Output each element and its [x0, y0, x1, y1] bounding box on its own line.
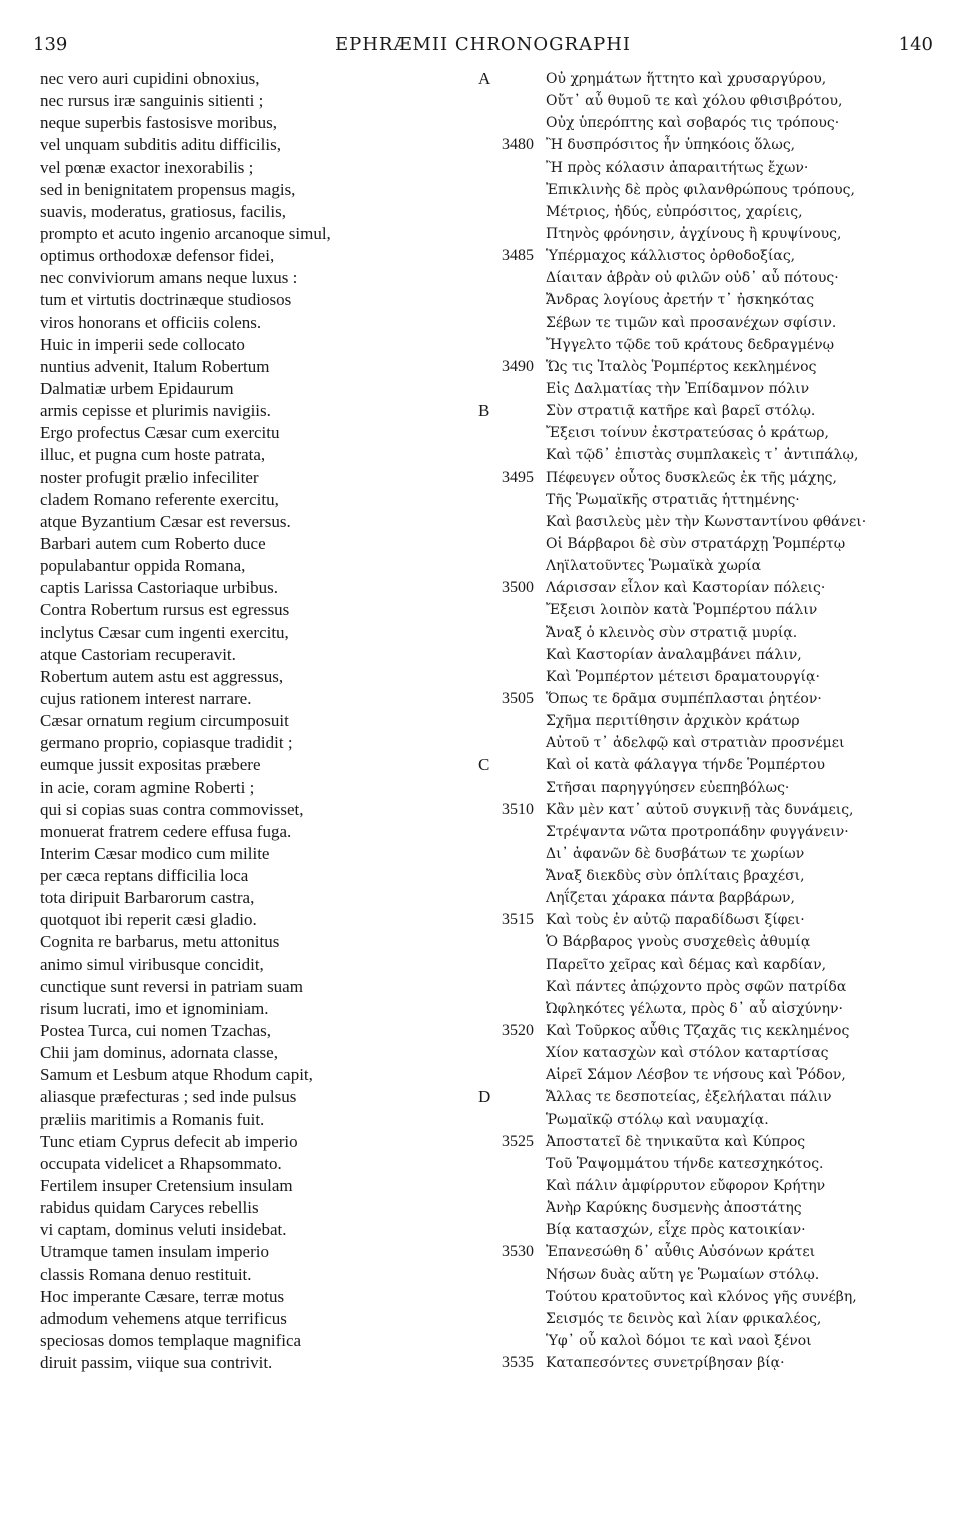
greek-line	[478, 865, 948, 887]
latin-line: speciosas domos templaque magnifica	[40, 1331, 302, 1351]
greek-line	[478, 201, 948, 223]
greek-verse-text: Καταπεσόντες συνετρίβησαν βίᾳ·	[546, 1355, 785, 1372]
greek-line	[478, 378, 948, 400]
greek-verse-text: Ἐπανεσώθη δ᾽ αὖθις Αὐσόνων κράτει	[546, 1244, 816, 1261]
greek-line	[478, 134, 948, 156]
greek-line	[478, 68, 948, 90]
greek-line	[478, 555, 948, 577]
latin-line: neque superbis fastosisve moribus,	[40, 113, 278, 133]
greek-verse-text: Καὶ Καστορίαν ἀναλαμβάνει πάλιν,	[546, 646, 802, 663]
greek-verse-text: Πτηνὸς φρόνησιν, ἀγχίνους ἢ κρυψίνους,	[546, 225, 842, 242]
greek-line	[478, 334, 948, 356]
greek-line	[478, 1308, 948, 1330]
greek-line	[478, 289, 948, 311]
latin-line: armis cepisse et plurimis navigiis.	[40, 401, 271, 421]
greek-line	[478, 710, 948, 732]
page-number-right: 140	[898, 34, 933, 55]
verse-number: 3505	[502, 689, 534, 707]
greek-verse-text: Ἀποστατεῖ δὲ τηνικαῦτα καὶ Κύπρος	[546, 1133, 806, 1150]
verse-number: 3490	[502, 357, 534, 375]
greek-verse-text: Εἰς Δαλματίας τὴν Ἐπίδαμνον πόλιν	[546, 380, 810, 397]
greek-line	[478, 732, 948, 754]
latin-line: Chii jam dominus, adornata classe,	[40, 1043, 278, 1063]
greek-line	[478, 1020, 948, 1042]
latin-line: Fertilem insuper Cretensium insulam	[40, 1176, 293, 1196]
greek-verse-text: Κἂν μὲν κατ᾽ αὐτοῦ συγκινῇ τὰς δυνάμεις,	[546, 801, 854, 818]
greek-line	[478, 1064, 948, 1086]
latin-line: per cæca reptans difficilia loca	[40, 866, 249, 886]
latin-line: atque Castoriam recuperavit.	[40, 644, 236, 664]
greek-line	[478, 179, 948, 201]
greek-verse-text: Καὶ Τοῦρκος αὖθις Τζαχᾶς τις κεκλημένος	[546, 1023, 850, 1040]
latin-line: cujus rationem interest narrare.	[40, 688, 252, 708]
greek-verse-text: Ἢ δυσπρόσιτος ἦν ὑπηκόοις ὅλως,	[546, 137, 796, 154]
greek-line	[478, 1241, 948, 1263]
greek-line	[478, 976, 948, 998]
latin-line: Interim Cæsar modico cum milite	[40, 843, 270, 863]
greek-verse-text: Ἔξεισι τοίνυν ἐκστρατεύσας ὁ κράτωρ,	[546, 425, 829, 442]
latin-line: vi captam, dominus veluti insidebat.	[40, 1220, 287, 1240]
latin-line: præliis maritimis a Romanis fuit.	[40, 1109, 265, 1129]
greek-line	[478, 112, 948, 134]
greek-line	[478, 1086, 948, 1108]
greek-line	[478, 622, 948, 644]
section-marker: D	[478, 1087, 491, 1107]
latin-line: optimus orthodoxæ defensor fidei,	[40, 246, 275, 266]
greek-verse-text: Σεισμός τε δεινὸς καὶ λίαν φρικαλέος,	[546, 1310, 822, 1327]
greek-verse-text: Αὐτοῦ τ᾽ ἀδελφῷ καὶ στρατιὰν προσνέμει	[546, 735, 845, 752]
latin-line: Barbari autem cum Roberto duce	[40, 533, 266, 553]
greek-verse-text: Ὑπέρμαχος κάλλιστος ὀρθοδοξίας,	[546, 248, 796, 265]
greek-line	[478, 356, 948, 378]
verse-number: 3500	[502, 579, 534, 597]
latin-line: Ergo profectus Cæsar cum exercitu	[40, 423, 280, 443]
greek-line	[478, 90, 948, 112]
running-title: EPHRÆMII CHRONOGRAPHI	[334, 34, 632, 55]
latin-line: tum et virtutis doctrinæque studiosos	[40, 290, 292, 310]
latin-line: in acie, coram agmine Roberti ;	[40, 777, 255, 797]
greek-line	[478, 1042, 948, 1064]
latin-line: admodum vehemens atque terrificus	[40, 1308, 287, 1328]
greek-line	[478, 843, 948, 865]
greek-line	[478, 688, 948, 710]
verse-number: 3510	[502, 800, 534, 818]
greek-verse-text: Δίαιταν ἁβρὰν οὐ φιλῶν οὐδ᾽ αὖ πότους·	[546, 270, 839, 287]
greek-verse-text: Ὠφληκότες γέλωτα, πρὸς δ᾽ αὖ αἰσχύνην·	[546, 1000, 843, 1017]
greek-line	[478, 1175, 948, 1197]
greek-line	[478, 444, 948, 466]
greek-verse-text: Ἢ πρὸς κόλασιν ἀπαραιτήτως ἔχων·	[546, 159, 809, 176]
greek-line	[478, 799, 948, 821]
greek-verse-text: Ληΐζεται χάρακα πάντα βαρβάρων,	[546, 890, 795, 907]
latin-line: tota diripuit Barbarorum castra,	[40, 888, 255, 908]
greek-verse-text: Σὺν στρατιᾷ κατῆρε καὶ βαρεῖ στόλῳ.	[546, 403, 816, 420]
greek-verse-text: Στῆσαι παρηγγύησεν εὐεπηβόλως·	[546, 779, 790, 796]
latin-line: vel unquam subditis aditu difficilis,	[40, 135, 281, 155]
latin-line: quotquot ibi reperit cæsi gladio.	[40, 910, 257, 930]
greek-verse-text: Καὶ τῷδ᾽ ἐπιστὰς συμπλακεὶς τ᾽ ἀντιπάλῳ,	[546, 447, 859, 464]
verse-number: 3515	[502, 911, 534, 929]
latin-line: risum lucrati, imo et ignominiam.	[40, 998, 269, 1018]
latin-line: illuc, et pugna cum hoste patrata,	[40, 445, 266, 465]
greek-line	[478, 909, 948, 931]
greek-line	[478, 267, 948, 289]
latin-line: inclytus Cæsar cum ingenti exercitu,	[40, 622, 289, 642]
latin-line: nec rursus iræ sanguinis sitienti ;	[40, 91, 264, 111]
greek-line	[478, 1330, 948, 1352]
latin-line: Tunc etiam Cyprus defecit ab imperio	[40, 1131, 298, 1151]
latin-line: cladem Romano referente exercitu,	[40, 489, 279, 509]
greek-line	[478, 1197, 948, 1219]
greek-verse-text: Ἄνδρας λογίους ἀρετήν τ᾽ ἠσκηκότας	[546, 292, 815, 309]
section-marker: B	[478, 401, 490, 421]
greek-line	[478, 511, 948, 533]
greek-verse-text: Καὶ Ῥομπέρτον μέτεισι δραματουργίᾳ·	[546, 668, 820, 685]
latin-line: captis Larissa Castoriaque urbibus.	[40, 578, 278, 598]
greek-line	[478, 422, 948, 444]
verse-number: 3495	[502, 468, 534, 486]
greek-line	[478, 533, 948, 555]
greek-line	[478, 312, 948, 334]
latin-line: suavis, moderatus, gratiosus, facilis,	[40, 201, 286, 221]
greek-verse-text: Ἐπικλινὴς δὲ πρὸς φιλανθρώπους τρόπους,	[546, 181, 855, 198]
greek-verse-text: Στρέψαντα νῶτα προτροπάδην φυγγάνειν·	[546, 823, 849, 840]
greek-verse-text: Ῥωμαϊκῷ στόλῳ καὶ ναυμαχίᾳ.	[546, 1111, 769, 1128]
latin-line: vel pœnæ exactor inexorabilis ;	[40, 157, 254, 177]
greek-line	[478, 821, 948, 843]
greek-verse-text: Καὶ οἱ κατὰ φάλαγγα τήνδε Ῥομπέρτου	[546, 757, 826, 774]
latin-line: Dalmatiæ urbem Epidaurum	[40, 378, 234, 398]
verse-number: 3525	[502, 1132, 534, 1150]
greek-verse-text: Ἄναξ ὁ κλεινὸς σὺν στρατιᾷ μυρίᾳ.	[546, 624, 798, 641]
latin-line: Cognita re barbarus, metu attonitus	[40, 932, 280, 952]
greek-line	[478, 400, 948, 422]
greek-verse-text: Καὶ βασιλεὺς μὲν τὴν Κωνσταντίνου φθάνει·	[546, 513, 867, 530]
latin-line: prompto et acuto ingenio arcanoque simul,	[40, 223, 331, 243]
greek-line	[478, 754, 948, 776]
latin-line: qui si copias suas contra commovisset,	[40, 799, 304, 819]
verse-number: 3520	[502, 1022, 534, 1040]
latin-line: viros honorans et officiis colens.	[40, 312, 262, 332]
latin-line: Contra Robertum rursus est egressus	[40, 600, 290, 620]
latin-column	[40, 68, 460, 1374]
greek-line	[478, 1109, 948, 1131]
latin-line: atque Byzantium Cæsar est reversus.	[40, 511, 291, 531]
verse-number: 3485	[502, 247, 534, 265]
latin-line: nec conviviorum amans neque luxus :	[40, 268, 298, 288]
greek-verse-text: Χίον κατασχὼν καὶ στόλον καταρτίσας	[546, 1045, 829, 1062]
latin-line: rabidus quidam Caryces rebellis	[40, 1198, 259, 1218]
greek-verse-text: Ἤγγελτο τῷδε τοῦ κράτους δεδραγμένῳ	[546, 336, 834, 353]
greek-verse-text: Τοῦ Ῥαψομμάτου τήνδε κατεσχηκότος.	[546, 1155, 824, 1172]
greek-verse-text: Οὐ χρημάτων ἥττητο καὶ χρυσαργύρου,	[546, 71, 827, 87]
greek-line	[478, 223, 948, 245]
greek-line	[478, 1219, 948, 1241]
greek-verse-text: Ἔξεισι λοιπὸν κατὰ Ῥομπέρτου πάλιν	[546, 602, 818, 619]
greek-verse-text: Λάρισσαν εἷλον καὶ Καστορίαν πόλεις·	[546, 580, 826, 597]
latin-line: Utramque tamen insulam imperio	[40, 1242, 269, 1262]
greek-verse-text: Σέβων τε τιμῶν καὶ προσανέχων σφίσιν.	[546, 314, 837, 331]
greek-verse-text: Σχῆμα περιτίθησιν ἀρχικὸν κράτωρ	[546, 713, 800, 730]
greek-line	[478, 489, 948, 511]
verse-number: 3480	[502, 136, 534, 154]
latin-line: noster profugit prælio infeciliter	[40, 467, 259, 487]
latin-line: occupata videlicet a Rhapsommato.	[40, 1153, 282, 1173]
greek-verse-text: Ἄλλας τε δεσποτείας, ἐξελήλαται πάλιν	[546, 1089, 832, 1106]
latin-line: aliasque præfecturas ; sed inde pulsus	[40, 1087, 297, 1107]
greek-verse-text: Ὁ Βάρβαρος γνοὺς συσχεθεὶς ἀθυμίᾳ	[546, 934, 811, 951]
greek-verse-text: Βίᾳ κατασχών, εἶχε πρὸς κατοικίαν·	[546, 1222, 806, 1239]
greek-line	[478, 644, 948, 666]
greek-line	[478, 1153, 948, 1175]
greek-verse-text: Καὶ πάλιν ἀμφίρρυτον εὔφορον Κρήτην	[546, 1178, 826, 1195]
greek-verse-text: Μέτριος, ἡδύς, εὐπρόσιτος, χαρίεις,	[546, 203, 803, 220]
greek-line	[478, 954, 948, 976]
latin-line: populabantur oppida Romana,	[40, 556, 246, 576]
latin-line: monuerat fratrem cedere effusa fuga.	[40, 821, 292, 841]
greek-line	[478, 157, 948, 179]
greek-verse-text: Τῆς Ῥωμαϊκῆς στρατιᾶς ἡττημένης·	[546, 491, 800, 508]
latin-line: nuntius advenit, Italum Robertum	[40, 356, 270, 376]
page-number-left: 139	[33, 34, 68, 55]
greek-verse-text: Οὐχ ὑπερόπτης καὶ σοβαρός τις τρόπους·	[546, 115, 840, 132]
latin-line: Robertum autem astu est aggressus,	[40, 666, 284, 686]
greek-verse-text: Καὶ πάντες ἀπῴχοντο πρὸς σφῶν πατρίδα	[546, 978, 847, 995]
latin-line: cunctique sunt reversi in patriam suam	[40, 976, 303, 996]
greek-verse-text: Ὥς τις Ἰταλὸς Ῥομπέρτος κεκλημένος	[546, 358, 817, 375]
greek-verse-text: Δι᾽ ἀφανῶν δὲ δυσβάτων τε χωρίων	[546, 845, 805, 862]
greek-verse-text: Ἄναξ διεκδὺς σὺν ὁπλίταις βραχέσι,	[546, 868, 805, 885]
greek-line	[478, 1352, 948, 1374]
greek-verse-text: Τούτου κρατοῦντος καὶ κλόνος γῆς συνέβη,	[546, 1288, 857, 1305]
greek-verse-text: Ἀνὴρ Καρύκης δυσμενὴς ἀποστάτης	[546, 1200, 802, 1217]
latin-line: Hoc imperante Cæsare, terræ motus	[40, 1286, 285, 1306]
latin-line: germano proprio, copiasque tradidit ;	[40, 733, 293, 753]
greek-line	[478, 1264, 948, 1286]
latin-line: Huic in imperii sede collocato	[40, 334, 245, 354]
latin-line: Cæsar ornatum regium circumposuit	[40, 711, 289, 731]
greek-line	[478, 777, 948, 799]
greek-verse-text: Ὑφ᾽ οὗ καλοὶ δόμοι τε καὶ ναοὶ ξένοι	[546, 1333, 812, 1350]
greek-verse-text: Καὶ τοὺς ἐν αὐτῷ παραδίδωσι ξίφει·	[546, 912, 805, 929]
greek-line	[478, 599, 948, 621]
greek-verse-text: Αἱρεῖ Σάμον Λέσβον τε νήσους καὶ Ῥόδον,	[546, 1067, 846, 1084]
verse-number: 3535	[502, 1354, 534, 1372]
latin-line: nec vero auri cupidini obnoxius,	[40, 69, 260, 88]
section-marker: A	[478, 69, 491, 88]
greek-verse-text: Οἱ Βάρβαροι δὲ σὺν στρατάρχῃ Ῥομπέρτῳ	[546, 535, 846, 552]
greek-line	[478, 666, 948, 688]
latin-line: sed in benignitatem propensus magis,	[40, 179, 296, 199]
latin-line: Postea Turca, cui nomen Tzachas,	[40, 1021, 272, 1041]
verse-number: 3530	[502, 1243, 534, 1261]
greek-line	[478, 577, 948, 599]
latin-line: Samum et Lesbum atque Rhodum capit,	[40, 1065, 313, 1085]
latin-line: diruit passim, viique sua contrivit.	[40, 1353, 273, 1373]
section-marker: C	[478, 755, 490, 775]
greek-verse-text: Ληϊλατοῦντες Ῥωμαϊκὰ χωρία	[546, 558, 762, 575]
greek-line	[478, 245, 948, 267]
latin-line: classis Romana denuo restituit.	[40, 1264, 252, 1284]
greek-line	[478, 1286, 948, 1308]
greek-verse-text: Πέφευγεν οὗτος δυσκλεῶς ἐκ τῆς μάχης,	[546, 469, 837, 486]
greek-verse-text: Νήσων δυὰς αὕτη γε Ῥωμαίων στόλῳ.	[546, 1266, 820, 1283]
greek-line	[478, 467, 948, 489]
latin-line: animo simul viribusque concidit,	[40, 954, 264, 974]
latin-line: eumque jussit expositas præbere	[40, 755, 261, 775]
greek-line	[478, 931, 948, 953]
greek-verse-text: Οὔτ᾽ αὖ θυμοῦ τε καὶ χόλου φθισιβρότου,	[546, 93, 843, 110]
greek-line	[478, 1131, 948, 1153]
greek-line	[478, 887, 948, 909]
greek-verse-text: Παρεῖτο χεῖρας καὶ δέμας καὶ καρδίαν,	[546, 956, 827, 973]
greek-column	[478, 68, 948, 1374]
greek-line	[478, 998, 948, 1020]
greek-verse-text: Ὅπως τε δρᾶμα συμπέπλασται ῥητέον·	[546, 690, 822, 707]
